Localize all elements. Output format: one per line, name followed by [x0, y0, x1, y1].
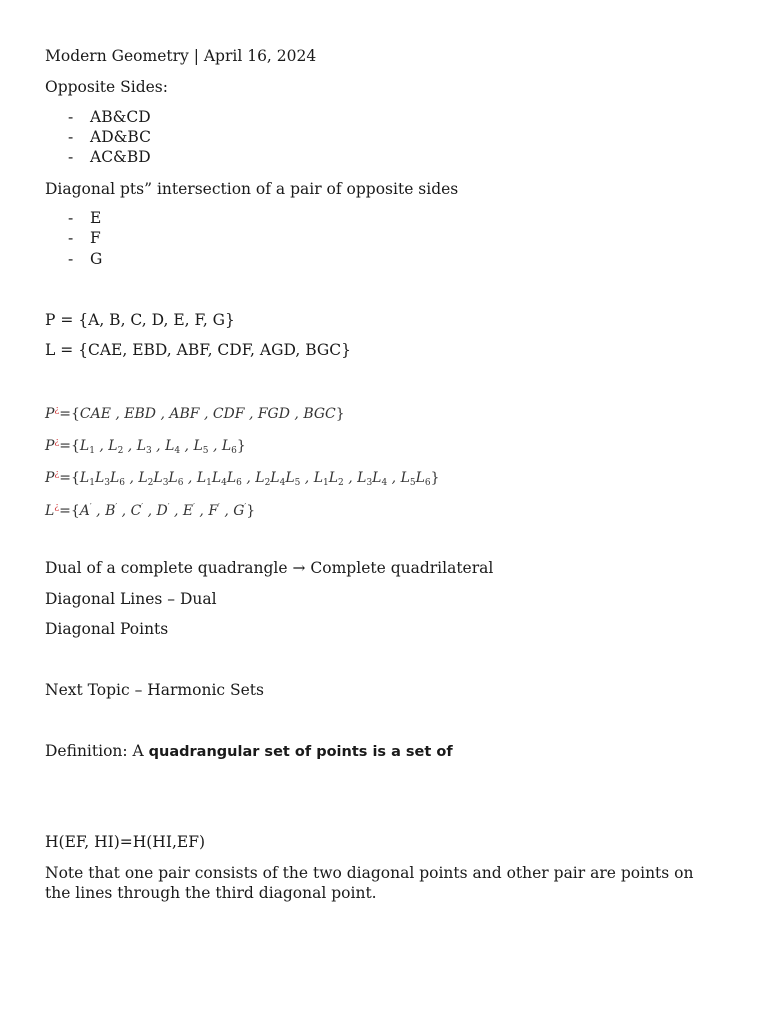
arrow-right-icon: → [292, 559, 306, 577]
math-line-4: L¿={A′ , B′ , C′ , D′ , E′ , F′ , G′} [45, 502, 256, 519]
document-header: Modern Geometry | April 16, 2024 [45, 47, 317, 65]
math-term: $L_6$ [226, 470, 242, 488]
math-line-2: $P^¿=\{L_1$ , $L_2$ , $L_3$ , $L_4$ , $L_5$ , $L_6$} [45, 437, 246, 456]
diagonal-lines-text: Diagonal Lines – Dual [45, 590, 217, 608]
math-line-3: $P^¿=\{L_1L_3L_6$ , $L_2L_3L_6$ , $L_1L_4L_6$ , $L_2L_4L_5$ , $L_1L_2$ , $L_3L_4$ , $L_5L_6$} [45, 469, 440, 488]
harmonic-equation: H(EF, HI)=H(HI,EF) [45, 833, 205, 851]
math-term: $L_6$ [168, 470, 184, 488]
math-term: $L_4$ [270, 470, 286, 488]
math-term: $L_1$ [79, 438, 95, 456]
math-term: $L_3$ [357, 470, 373, 488]
math-term: $L_5$ [285, 470, 301, 488]
math-term: $L_4$ [165, 438, 181, 456]
math-term: $L_6$ [221, 438, 237, 456]
line-set: L = {CAE, EBD, ABF, CDF, AGD, BGC} [45, 341, 351, 359]
point-set: P = {A, B, C, D, E, F, G} [45, 311, 235, 329]
math-term: $L_2$ [255, 470, 271, 488]
diagonal-points-text: Diagonal Points [45, 620, 169, 638]
math-term: A′ [79, 502, 92, 519]
math-term: $L_2$ [108, 438, 124, 456]
math-line-1: P¿={CAE , EBD , ABF , CDF , FGD , BGC} [45, 405, 345, 422]
math-term: $L_3$ [136, 438, 152, 456]
math-term: $L_5$ [400, 470, 416, 488]
math-term: $L_2$ [138, 470, 154, 488]
definition: Definition: A quadrangular set of points is a set of [45, 742, 453, 760]
math-term: $L_3$ [94, 470, 110, 488]
math-term: $L_6$ [415, 470, 431, 488]
math-term: C′ [130, 502, 144, 519]
math-term: G′ [233, 502, 247, 519]
math-term: $L_1$ [79, 470, 95, 488]
math-term: $L_3$ [153, 470, 169, 488]
math-term: $L_4$ [211, 470, 227, 488]
math-term: $L_1$ [313, 470, 329, 488]
math-term: D′ [156, 502, 170, 519]
diagonal-points-heading: Diagonal pts” intersection of a pair of opposite sides [45, 180, 459, 198]
next-topic: Next Topic – Harmonic Sets [45, 681, 264, 699]
math-term: $L_6$ [109, 470, 125, 488]
opposite-sides-heading: Opposite Sides: [45, 78, 168, 96]
math-term: F′ [208, 502, 220, 519]
math-term: $L_1$ [196, 470, 212, 488]
dual-line: Dual of a complete quadrangle → Complete quadrilateral [45, 559, 494, 577]
math-term: $L_2$ [328, 470, 344, 488]
math-term: E′ [182, 502, 195, 519]
math-term: $L_5$ [193, 438, 209, 456]
math-term: B′ [105, 502, 118, 519]
note-paragraph: Note that one pair consists of the two diagonal points and other pair are points on the lines through the third diagonal point. [45, 864, 694, 902]
math-term: $L_4$ [372, 470, 388, 488]
